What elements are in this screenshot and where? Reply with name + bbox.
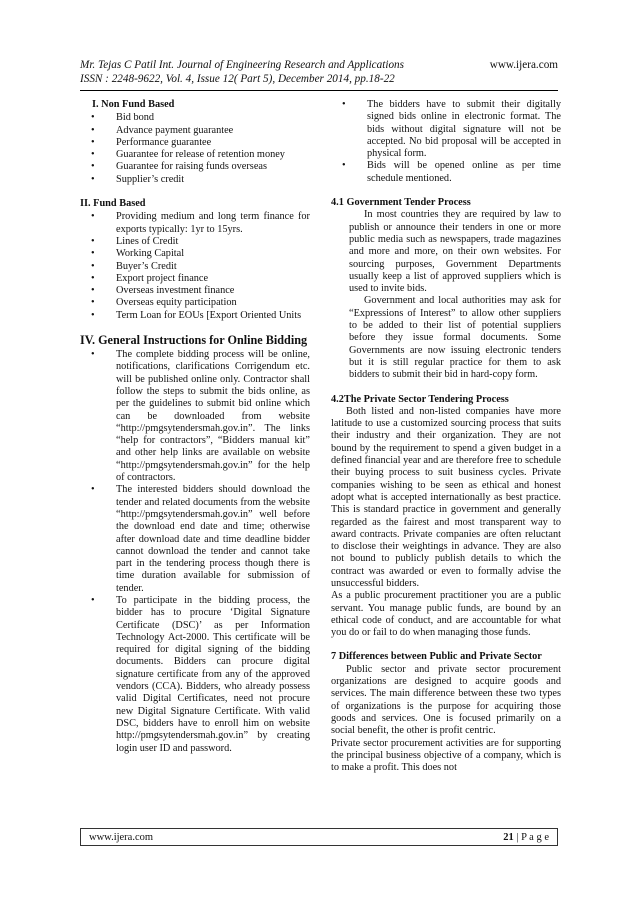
list-item: • The complete bidding process will be online, notifications, clarifications Corrigendum etc. will be published online only. Contractor shall follow the steps to submit the bids online, as per the guidelines to submit bid online which can be downloaded from website “http://pmgsytendersmah.gov.in”. The links “help for contractors”, “Bidders manual kit” and other help links are available on website “http://pmgsytendersmah.gov.in” for the help of contractors. [80,349,310,484]
list-item: • Lines of Credit [80,236,310,248]
list-item: • Guarantee for raising funds overseas [80,161,310,173]
list-item: • Bid bond [80,112,310,124]
nonfund-list [80,112,310,186]
list-item: • To participate in the bidding process, the bidder has to procure ‘Digital Signature Certificate (DSC)’ as per Information Technology Act-2000. This certificate will be required for digital signing of the bidding documents. Bidders can procure digital signature certificate from any of the approved vendors (CCA). Bidders, who already possess valid Digital Certificates, need not procure new Digital Signature Certificate. With valid DSC, bidders have to enroll him on website http://pmgsytendersmah.gov.in” by creating login user ID and password. [80,595,310,755]
list-item: • Performance guarantee [80,137,310,149]
paragraph: As a public procurement practitioner you are a public servant. You manage public funds, are bound by an ethical code of conduct, and are accountable for what you do or fail to do when managing those funds. [331,590,561,639]
list-item: • The bidders have to submit their digitally signed bids online in electronic format. The bids without digital signature will not be accepted. No bid proposal will be accepted in physical form. [331,99,561,160]
section-7-heading: 7 Differences between Public and Private Sector [331,651,542,663]
paragraph: Both listed and non-listed companies have more latitude to use a customized sourcing process that suits their industry and their organization. They are not bound by the requirement to spend a given budget in a defined financial year and are therefore free to schedule their buying process to suit business cycles. Private companies wishing to be seen as ethical and honest adopt what is accepted internationally as best practice. This is standard practice in government and generally regarded as the fairest and most transparent way to award contracts. Private companies are often reluctant to disclose their weightings in advance. They are also not bound to publicly publish details to which the contract was awarded or even to formally advise the unsuccessful bidders. [331,405,561,589]
paragraph: Public sector and private sector procurement organizations are designed to acquire goods and services. The main difference between these two types of organizations is the purpose for acquiring those goods and services. One is focused primarily on a social benefit, the other is profit centric. [331,663,561,737]
page-number-value: 21 [503,831,514,843]
section-4-1-heading: 4.1 Government Tender Process [331,197,471,209]
online-bidding-list [80,349,310,755]
list-item: • Guarantee for release of retention money [80,149,310,161]
paragraph: Government and local authorities may ask for “Expressions of Interest” to allow other suppliers to be added to their list of potential suppliers before they issue formal documents. Some Governments are now issuing electronic tenders but it is still regular practice for them to ask bidders to submit their bid in hard-copy form. [349,295,561,381]
bids-list [331,99,561,185]
page-number [503,832,549,843]
paragraph: Private sector procurement activities are for supporting the principal business objective of a company, which is to make a profit. This does not [331,737,561,774]
list-item: • Advance payment guarantee [80,125,310,137]
fund-heading: II. Fund Based [80,198,146,210]
list-item: • Buyer’s Credit [80,261,310,273]
left-column [80,99,310,755]
section-4-2-heading: 4.2The Private Sector Tendering Process [331,393,509,405]
issn-line: ISSN : 2248-9622, Vol. 4, Issue 12( Part 5), December 2014, pp.18-22 [80,73,395,85]
nonfund-heading: I. Non Fund Based [92,99,175,110]
list-item: • Overseas equity participation [80,297,310,309]
section4-heading: IV. General Instructions for Online Bidding [80,333,308,348]
list-item: • Overseas investment finance [80,285,310,297]
page-footer [80,828,558,846]
list-item: • Bids will be opened online as per time schedule mentioned. [331,160,561,185]
page-header [80,58,558,86]
header-divider [80,90,558,91]
footer-website: www.ijera.com [89,831,154,843]
paragraph: In most countries they are required by law to publish or announce their tenders in one or more public media such as newspapers, trade magazines and more and more, on their own websites. For sourcing purposes, Government Departments usually keep a list of approved suppliers which is used to invite bids. [349,209,561,295]
fund-list [80,211,310,322]
list-item: • Term Loan for EOUs [Export Oriented Units [80,310,310,322]
page-label: | P a g e [513,831,549,843]
journal-citation: Mr. Tejas C Patil Int. Journal of Engineering Research and Applications [80,59,405,71]
list-item: • Export project finance [80,273,310,285]
list-item: • Working Capital [80,248,310,260]
header-website: www.ijera.com [489,59,558,71]
list-item: • Supplier’s credit [80,174,310,186]
right-column [331,99,561,774]
list-item: • Providing medium and long term finance for exports typically: 1yr to 15yrs. [80,211,310,236]
list-item: • The interested bidders should download the tender and related documents from the website “http://pmgsytendersmah.gov.in” well before the download end date and time; otherwise after download date and time deadline bidder cannot download the tender and cannot take part in the tendering process though there is time duration available for submission of tender. [80,484,310,595]
